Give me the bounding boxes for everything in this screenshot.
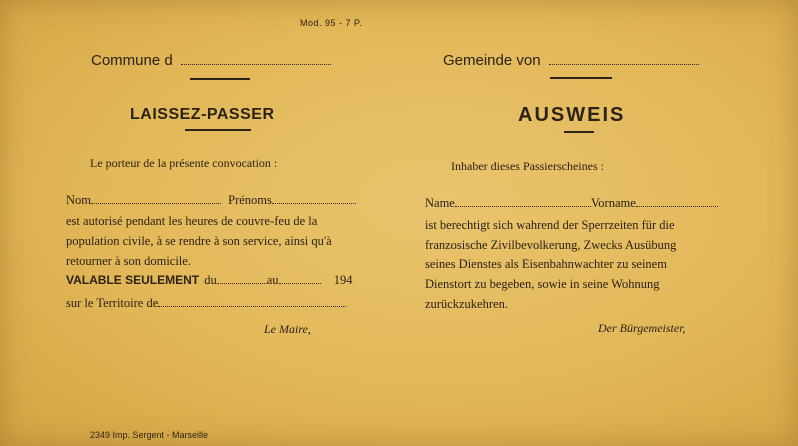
french-body-line-3: retourner à son domicile. bbox=[66, 254, 191, 268]
ausweis-title-underline bbox=[564, 131, 594, 133]
german-body-line-5: zurückzukehren. bbox=[425, 297, 508, 311]
territoire-label: sur le Territoire de bbox=[66, 296, 159, 310]
du-label: du bbox=[204, 273, 217, 287]
commune-field[interactable] bbox=[91, 52, 331, 69]
valable-label: VALABLE SEULEMENT bbox=[66, 273, 200, 287]
printer-imprint: 2349 Imp. Sergent - Marseille bbox=[90, 430, 209, 440]
validity-line bbox=[66, 273, 352, 288]
nom-prenoms-line bbox=[66, 193, 356, 208]
vorname-blank[interactable] bbox=[636, 205, 718, 207]
vorname-label: Vorname bbox=[590, 196, 636, 210]
german-body-line-4: Dienstort zu begeben, sowie in seine Wohnung bbox=[425, 277, 660, 291]
prenoms-label: Prénoms bbox=[228, 193, 272, 207]
form-model-number: Mod. 95 - 7 P. bbox=[300, 18, 363, 28]
gemeinde-blank[interactable] bbox=[549, 63, 699, 65]
territoire-line bbox=[66, 296, 346, 311]
nom-label: Nom bbox=[66, 193, 91, 207]
german-intro: Inhaber dieses Passierscheines : bbox=[451, 159, 604, 173]
territoire-blank[interactable] bbox=[158, 305, 346, 307]
commune-divider bbox=[190, 78, 250, 80]
gemeinde-divider bbox=[550, 77, 612, 79]
german-body-line-2: franzosische Zivilbevolkerung, Zwecks Ausübung bbox=[425, 238, 677, 252]
french-body-line-2: population civile, à se rendre à son service, ainsi qu'à bbox=[66, 234, 332, 248]
maire-signature: Le Maire, bbox=[264, 322, 311, 336]
burgermeister-signature: Der Bürgemeister, bbox=[598, 321, 686, 335]
name-vorname-line bbox=[425, 196, 718, 211]
year-prefix: 194 bbox=[333, 273, 353, 287]
au-label: au bbox=[266, 273, 279, 287]
commune-blank[interactable] bbox=[181, 63, 331, 65]
french-intro: Le porteur de la présente convocation : bbox=[90, 156, 278, 170]
laissez-title-underline bbox=[185, 129, 251, 131]
ausweis-title: AUSWEIS bbox=[518, 104, 626, 126]
nom-blank[interactable] bbox=[91, 202, 221, 204]
commune-label: Commune d bbox=[91, 52, 173, 69]
au-blank[interactable] bbox=[279, 282, 321, 284]
gemeinde-field[interactable] bbox=[443, 52, 699, 69]
gemeinde-label: Gemeinde von bbox=[443, 52, 541, 69]
prenoms-blank[interactable] bbox=[272, 202, 356, 204]
german-body-line-3: seines Dienstes als Eisenbahnwachter zu seinem bbox=[425, 257, 667, 271]
laissez-passer-title: LAISSEZ-PASSER bbox=[130, 106, 275, 123]
name-label: Name bbox=[425, 196, 455, 210]
du-blank[interactable] bbox=[217, 282, 267, 284]
name-blank[interactable] bbox=[455, 205, 591, 207]
german-body-line-1: ist berechtigt sich wahrend der Sperrzeiten für die bbox=[425, 218, 675, 232]
french-body-line-1: est autorisé pendant les heures de couvre-feu de la bbox=[66, 214, 318, 228]
